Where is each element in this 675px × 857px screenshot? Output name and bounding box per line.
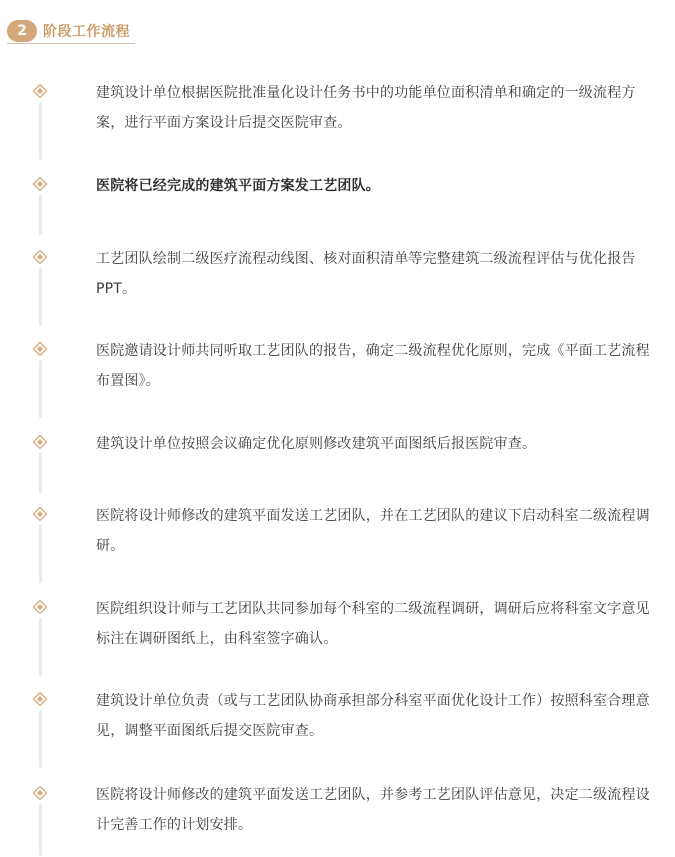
timeline-connector [39, 525, 42, 583]
diamond-marker-icon [33, 692, 47, 706]
diamond-marker-icon [33, 435, 47, 449]
timeline-connector [39, 710, 42, 768]
timeline-connector [39, 453, 42, 493]
timeline-connector [39, 102, 42, 160]
step-text: 建筑设计单位根据医院批准量化设计任务书中的功能单位面积清单和确定的一级流程方案，进行平面方案设计后提交医院审查。 [96, 85, 636, 131]
step-text: 建筑设计单位按照会议确定优化原则修改建筑平面图纸后报医院审查。 [96, 436, 537, 452]
timeline-connector [39, 618, 42, 676]
step-text: 医院将设计师修改的建筑平面发送工艺团队，并参考工艺团队评估意见，决定二级流程设计完善工作的计划安排。 [96, 787, 650, 833]
section-header [7, 18, 130, 44]
diamond-marker-icon [33, 177, 47, 191]
timeline-connector [39, 360, 42, 418]
diamond-marker-icon [33, 250, 47, 264]
diamond-marker-icon [33, 342, 47, 356]
step-number-badge: 2 [7, 20, 37, 42]
timeline-connector [39, 268, 42, 326]
header-divider [7, 43, 135, 44]
step-text: 医院将已经完成的建筑平面方案发工艺团队。 [96, 178, 380, 194]
step-text: 医院组织设计师与工艺团队共同参加每个科室的二级流程调研，调研后应将科室文字意见标注在调研图纸上，由科室签字确认。 [96, 601, 650, 647]
diamond-marker-icon [33, 786, 47, 800]
step-text: 工艺团队绘制二级医疗流程动线图、核对面积清单等完整建筑二级流程评估与优化报告 PPT。 [96, 251, 636, 297]
diamond-marker-icon [33, 84, 47, 98]
diamond-marker-icon [33, 507, 47, 521]
timeline-connector [39, 804, 42, 856]
section-title: 阶段工作流程 [43, 24, 130, 40]
step-text: 医院将设计师修改的建筑平面发送工艺团队，并在工艺团队的建议下启动科室二级流程调研。 [96, 508, 650, 554]
step-text: 建筑设计单位负责（或与工艺团队协商承担部分科室平面优化设计工作）按照科室合理意见，调整平面图纸后提交医院审查。 [96, 693, 650, 739]
diamond-marker-icon [33, 600, 47, 614]
timeline-connector [39, 195, 42, 235]
step-text: 医院邀请设计师共同听取工艺团队的报告，确定二级流程优化原则，完成《平面工艺流程布置图》。 [96, 343, 650, 389]
